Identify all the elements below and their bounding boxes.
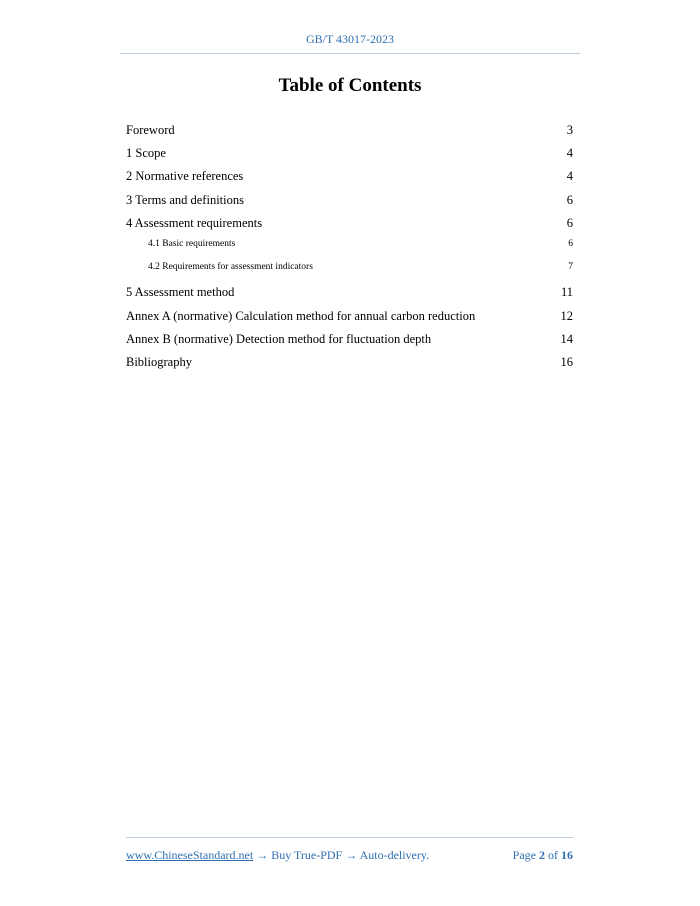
header-divider: [120, 53, 580, 54]
toc-entry-title: Bibliography: [126, 354, 192, 369]
toc-entry-page: 6: [566, 215, 573, 230]
toc-entry-page: 3: [566, 123, 573, 137]
toc-entry-assessment-method[interactable]: [126, 285, 573, 308]
page-label: Page: [512, 848, 536, 862]
toc-entry-title: 4.2 Requirements for assessment indicators: [148, 262, 313, 273]
toc-entry-title: Annex B (normative) Detection method for fluctuation depth: [126, 331, 432, 346]
toc-entry-title: 2 Normative references: [126, 169, 244, 184]
page-footer: [126, 848, 573, 863]
chinese-standard-link[interactable]: www.ChineseStandard.net: [126, 848, 254, 862]
page-title: Table of Contents: [278, 75, 422, 96]
page-total: 16: [561, 848, 573, 862]
toc-entry-page: 7: [568, 262, 573, 273]
toc-entry-title: 3 Terms and definitions: [126, 192, 244, 207]
toc-entry-page: 4: [566, 146, 573, 161]
toc-entry-page: 4: [566, 169, 573, 184]
footer-divider: [126, 837, 573, 838]
toc-entry-page: 6: [568, 238, 573, 249]
footer-promo-text: → Buy True-PDF → Auto-delivery.: [253, 848, 430, 862]
toc-entry-assessment-requirements[interactable]: [126, 216, 573, 239]
toc-entry-title: Annex A (normative) Calculation method for annual carbon reduction: [126, 308, 476, 323]
toc-entry-bibliography[interactable]: [126, 355, 573, 378]
toc-entry-normative-references[interactable]: [126, 169, 573, 192]
page-of-label: of: [548, 848, 558, 862]
page-indicator: [513, 848, 573, 863]
toc-entry-page: 16: [560, 354, 573, 369]
footer-promo: [126, 848, 429, 863]
toc-entry-requirements-for-assessment-indicators[interactable]: [126, 262, 573, 285]
toc-entry-foreword[interactable]: [126, 123, 573, 146]
toc-entry-terms-and-definitions[interactable]: [126, 193, 573, 216]
toc-entry-title: Foreword: [126, 123, 175, 137]
toc-entry-title: 4 Assessment requirements: [126, 215, 263, 230]
toc-entry-page: 14: [560, 331, 573, 346]
toc-entry-page: 11: [560, 285, 573, 300]
running-header: GB/T 43017-2023: [305, 32, 395, 46]
toc-entry-title: 1 Scope: [126, 146, 166, 161]
toc-entry-annex-b[interactable]: [126, 332, 573, 355]
toc-entry-basic-requirements[interactable]: [126, 239, 573, 262]
table-of-contents: [126, 123, 573, 378]
toc-entry-annex-a[interactable]: [126, 309, 573, 332]
toc-entry-title: 4.1 Basic requirements: [148, 238, 236, 249]
toc-entry-scope[interactable]: [126, 146, 573, 169]
toc-entry-page: 12: [560, 308, 573, 323]
toc-entry-title: 5 Assessment method: [126, 285, 235, 300]
page-current: 2: [539, 848, 545, 862]
toc-entry-page: 6: [566, 192, 573, 207]
